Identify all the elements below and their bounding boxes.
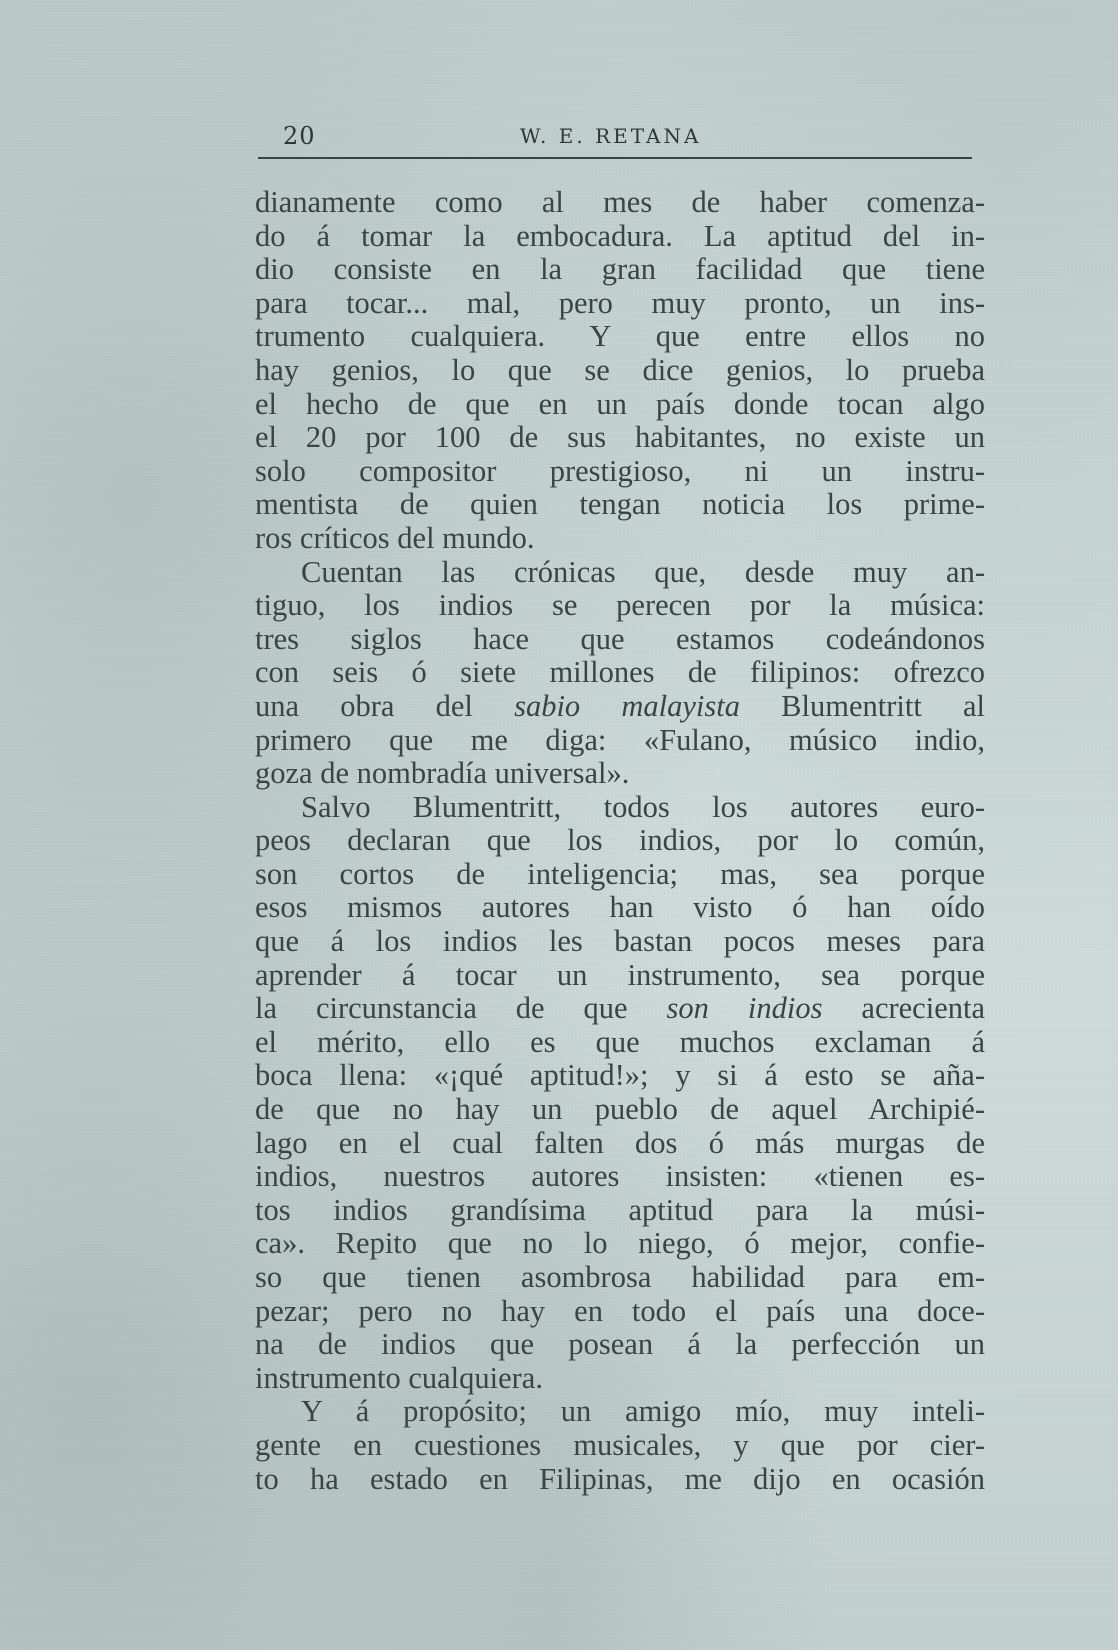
text-line: el mérito, ello es que muchos exclaman á	[255, 1024, 985, 1059]
text-run: acrecienta	[822, 991, 985, 1026]
italic-phrase: sabio malayista	[514, 688, 740, 723]
text-line: lago en el cual falten dos ó más murgas de	[255, 1125, 985, 1160]
text-line: instrumento cualquiera.	[255, 1360, 543, 1395]
text-line: so que tienen asombrosa habilidad para em-	[255, 1260, 985, 1294]
text-line: el hecho de que en un país donde tocan algo	[255, 386, 985, 421]
text-line: do á tomar la embocadura. La aptitud del in-	[255, 218, 985, 253]
text-line: solo compositor prestigioso, ni un instru-	[255, 453, 985, 488]
text-line: tiguo, los indios se perecen por la música:	[255, 588, 985, 623]
text-line: son cortos de inteligencia; mas, sea porque	[255, 856, 985, 891]
text-line: primero que me diga: «Fulano, músico indio,	[255, 722, 985, 757]
text-line: trumento cualquiera. Y que entre ellos no	[255, 319, 985, 354]
text-run: la circunstancia de que	[255, 991, 667, 1026]
text-line-with-italic	[255, 992, 985, 1026]
text-line: na de indios que posean á la perfección un	[255, 1327, 985, 1362]
text-run: una obra del	[255, 688, 515, 723]
text-run: Blumentritt al	[739, 688, 985, 723]
text-line: to ha estado en Filipinas, me dijo en ocasión	[255, 1461, 985, 1496]
text-line: indios, nuestros autores insisten: «tienen es-	[255, 1159, 985, 1194]
header-rule	[258, 157, 972, 159]
text-line: peos declaran que los indios, por lo común,	[255, 823, 985, 858]
text-line: boca llena: «¡qué aptitud!»; y si á esto se aña-	[255, 1058, 985, 1093]
text-line: de que no hay un pueblo de aquel Archipié-	[255, 1092, 985, 1127]
text-line: esos mismos autores han visto ó han oído	[255, 890, 985, 925]
running-head-author: W. E. RETANA	[520, 124, 702, 148]
text-line: Y á propósito; un amigo mío, muy inteli-	[301, 1394, 985, 1429]
text-line: tos indios grandísima aptitud para la músi-	[255, 1192, 985, 1227]
text-line: dio consiste en la gran facilidad que tiene	[255, 252, 985, 287]
text-line: para tocar... mal, pero muy pronto, un ins-	[255, 285, 985, 320]
text-line: tres siglos hace que estamos codeándonos	[255, 621, 985, 656]
text-line: goza de nombradía universal».	[255, 756, 630, 791]
text-line: ca». Repito que no lo niego, ó mejor, confie-	[255, 1226, 985, 1261]
text-line: que á los indios les bastan pocos meses para	[255, 924, 985, 959]
text-line: mentista de quien tengan noticia los prime-	[255, 487, 985, 522]
text-line: Cuentan las crónicas que, desde muy an-	[301, 554, 985, 589]
text-line: ros críticos del mundo.	[255, 520, 535, 555]
text-line: gente en cuestiones musicales, y que por cier-	[255, 1427, 985, 1462]
text-line: dianamente como al mes de haber comenza-	[255, 185, 985, 219]
text-line: hay genios, lo que se dice genios, lo prueba	[255, 352, 985, 387]
body-text	[255, 186, 985, 1496]
text-line: el 20 por 100 de sus habitantes, no existe un	[255, 420, 985, 455]
text-line: con seis ó siete millones de filipinos: ofrezco	[255, 655, 985, 690]
italic-phrase: son indios	[666, 991, 823, 1026]
text-line: pezar; pero no hay en todo el país una doce-	[255, 1293, 985, 1328]
text-line: aprender á tocar un instrumento, sea porque	[255, 957, 985, 992]
text-line: Salvo Blumentritt, todos los autores euro-	[301, 789, 985, 824]
running-head	[258, 118, 970, 158]
page-number: 20	[283, 122, 316, 150]
text-line-with-italic	[255, 690, 985, 724]
